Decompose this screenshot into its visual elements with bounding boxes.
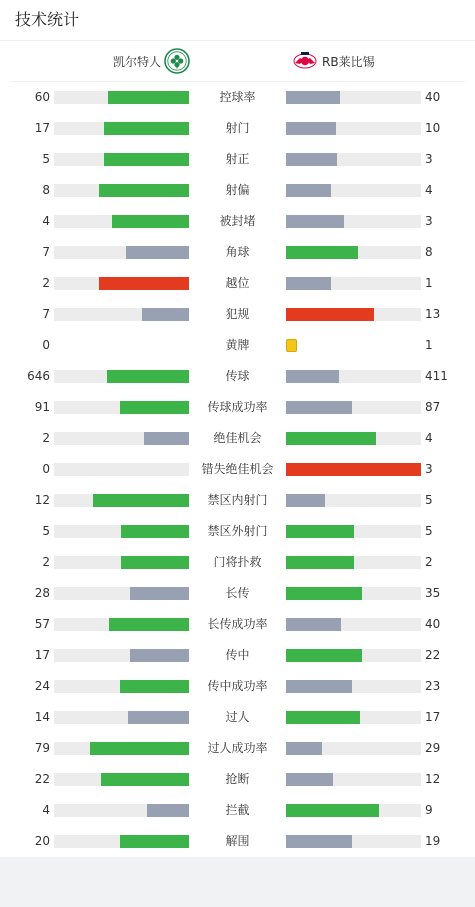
- stat-row: [0, 671, 475, 702]
- stat-label: 传中成功率: [207, 679, 268, 693]
- home-bar-fill: [99, 184, 189, 197]
- stat-label: 射门: [225, 121, 250, 135]
- stat-label: 拦截: [225, 803, 250, 817]
- home-value: 4: [42, 214, 50, 228]
- away-bar-fill: [286, 432, 376, 445]
- home-value: 4: [42, 803, 50, 817]
- stat-row: [0, 268, 475, 299]
- stat-label: 传球成功率: [207, 400, 268, 414]
- away-value: 19: [425, 834, 441, 848]
- away-bar-track: [286, 649, 421, 662]
- home-bar-track: [54, 432, 189, 445]
- home-value: 91: [34, 400, 50, 414]
- stat-row: [0, 237, 475, 268]
- stat-row: [0, 361, 475, 392]
- home-value: 79: [34, 741, 50, 755]
- home-bar-track: [54, 711, 189, 724]
- home-value: 14: [34, 710, 50, 724]
- home-value: 24: [34, 679, 50, 693]
- away-bar-fill: [286, 525, 354, 538]
- home-bar-fill: [144, 432, 189, 445]
- away-value: 9: [425, 803, 433, 817]
- home-bar-track: [54, 122, 189, 135]
- away-value: 10: [425, 121, 441, 135]
- away-bar-fill: [286, 835, 352, 848]
- home-value: 20: [34, 834, 50, 848]
- away-bar-fill: [286, 401, 352, 414]
- away-value: 35: [425, 586, 441, 600]
- home-value: 17: [34, 121, 50, 135]
- away-value: 4: [425, 183, 433, 197]
- away-bar-track: [286, 184, 421, 197]
- away-value: 8: [425, 245, 433, 259]
- away-bar-fill: [286, 246, 358, 259]
- away-bar-track: [286, 463, 421, 476]
- home-bar-fill: [104, 153, 189, 166]
- away-bar-track: [286, 773, 421, 786]
- stat-label: 传球: [225, 369, 250, 383]
- away-value: 40: [425, 90, 441, 104]
- away-bar-track: [286, 308, 421, 321]
- home-bar-track: [54, 246, 189, 259]
- stat-label: 禁区内射门: [207, 493, 268, 507]
- stat-label: 抢断: [225, 772, 250, 786]
- away-bar-track: [286, 587, 421, 600]
- home-bar-track: [54, 494, 189, 507]
- home-bar-fill: [104, 122, 189, 135]
- stat-label: 长传成功率: [207, 617, 268, 631]
- stat-row: [0, 330, 475, 361]
- home-value: 2: [42, 276, 50, 290]
- away-bar-track: [286, 370, 421, 383]
- stat-label: 角球: [225, 245, 250, 259]
- home-bar-fill: [120, 680, 189, 693]
- stat-row: [0, 454, 475, 485]
- stat-row: [0, 206, 475, 237]
- away-bar-track: [286, 91, 421, 104]
- away-bar-track: [286, 215, 421, 228]
- stat-row: [0, 485, 475, 516]
- away-value: 3: [425, 462, 433, 476]
- home-bar-track: [54, 587, 189, 600]
- away-team[interactable]: [292, 46, 375, 76]
- away-value: 12: [425, 772, 441, 786]
- stat-label: 黄牌: [225, 338, 250, 352]
- away-bar-fill: [286, 742, 322, 755]
- home-bar-track: [54, 463, 189, 476]
- home-bar-track: [54, 525, 189, 538]
- rb-leipzig-crest-icon: [292, 48, 318, 74]
- home-bar-track: [54, 401, 189, 414]
- home-value: 5: [42, 152, 50, 166]
- home-bar-track: [54, 773, 189, 786]
- away-value: 4: [425, 431, 433, 445]
- away-bar-fill: [286, 277, 331, 290]
- away-bar-fill: [286, 773, 333, 786]
- away-bar-track: [286, 804, 421, 817]
- stat-row: [0, 423, 475, 454]
- stat-row: [0, 702, 475, 733]
- stat-row: [0, 795, 475, 826]
- home-team-name: 凯尔特人: [112, 54, 161, 69]
- stat-row: [0, 299, 475, 330]
- away-value: 411: [425, 369, 448, 383]
- away-bar-fill: [286, 463, 421, 476]
- away-value: 13: [425, 307, 441, 321]
- home-bar-fill: [93, 494, 189, 507]
- stat-row: [0, 113, 475, 144]
- yellow-card-icon: [286, 339, 297, 352]
- away-bar-fill: [286, 618, 341, 631]
- home-bar-fill: [121, 525, 189, 538]
- away-value: 29: [425, 741, 441, 755]
- stat-row: [0, 175, 475, 206]
- section-title: 技术统计: [15, 10, 80, 29]
- away-value: 17: [425, 710, 441, 724]
- stat-label: 解围: [225, 834, 250, 848]
- home-bar-track: [54, 742, 189, 755]
- home-value: 0: [42, 462, 50, 476]
- away-bar-fill: [286, 680, 352, 693]
- home-value: 60: [34, 90, 50, 104]
- stat-label: 犯规: [225, 307, 250, 321]
- away-bar-fill: [286, 556, 354, 569]
- stat-row: [0, 609, 475, 640]
- away-bar-track: [286, 680, 421, 693]
- away-value: 87: [425, 400, 441, 414]
- stat-label: 传中: [225, 648, 250, 662]
- home-bar-fill: [130, 587, 189, 600]
- home-bar-track: [54, 618, 189, 631]
- away-value: 2: [425, 555, 433, 569]
- away-value: 3: [425, 152, 433, 166]
- away-bar-track: [286, 556, 421, 569]
- home-bar-track: [54, 804, 189, 817]
- stat-row: [0, 144, 475, 175]
- away-bar-track: [286, 122, 421, 135]
- home-value: 8: [42, 183, 50, 197]
- home-bar-fill: [120, 835, 189, 848]
- away-bar-fill: [286, 215, 344, 228]
- home-value: 2: [42, 555, 50, 569]
- away-bar-fill: [286, 184, 331, 197]
- away-bar-track: [286, 525, 421, 538]
- away-bar-track: [286, 835, 421, 848]
- home-bar-fill: [99, 277, 189, 290]
- home-bar-fill: [108, 91, 189, 104]
- home-bar-fill: [90, 742, 189, 755]
- stat-row: [0, 516, 475, 547]
- stat-label: 被封堵: [219, 214, 256, 228]
- away-bar-fill: [286, 649, 362, 662]
- stat-row: [0, 392, 475, 423]
- home-bar-fill: [120, 401, 189, 414]
- stat-row: [0, 578, 475, 609]
- teams-header: [0, 46, 475, 76]
- home-bar-track: [54, 649, 189, 662]
- home-bar-track: [54, 835, 189, 848]
- away-value: 5: [425, 493, 433, 507]
- home-value: 0: [42, 338, 50, 352]
- stat-label: 过人: [225, 710, 250, 724]
- home-value: 22: [34, 772, 50, 786]
- divider: [0, 40, 475, 41]
- stat-row: [0, 640, 475, 671]
- away-bar-track: [286, 401, 421, 414]
- away-bar-fill: [286, 587, 362, 600]
- away-bar-track: [286, 153, 421, 166]
- home-value: 2: [42, 431, 50, 445]
- away-bar-track: [286, 618, 421, 631]
- stat-row: [0, 547, 475, 578]
- home-value: 17: [34, 648, 50, 662]
- stat-label: 门将扑救: [213, 555, 262, 569]
- away-bar-fill: [286, 308, 374, 321]
- stat-label: 绝佳机会: [213, 431, 262, 445]
- away-value: 23: [425, 679, 441, 693]
- home-bar-track: [54, 91, 189, 104]
- away-bar-fill: [286, 91, 340, 104]
- away-bar-fill: [286, 711, 360, 724]
- stat-label: 错失绝佳机会: [201, 462, 274, 476]
- home-bar-track: [54, 277, 189, 290]
- stat-label: 射偏: [225, 183, 250, 197]
- away-value: 5: [425, 524, 433, 538]
- home-bar-fill: [121, 556, 189, 569]
- away-bar-fill: [286, 153, 337, 166]
- celtic-crest-icon: [164, 48, 190, 74]
- away-bar-fill: [286, 494, 325, 507]
- home-value: 7: [42, 245, 50, 259]
- home-bar-track: [54, 308, 189, 321]
- home-team[interactable]: [113, 46, 190, 76]
- away-value: 3: [425, 214, 433, 228]
- away-value: 40: [425, 617, 441, 631]
- away-team-name: RB莱比锡: [322, 54, 375, 69]
- stat-label: 禁区外射门: [207, 524, 268, 538]
- stats-list: [0, 82, 475, 857]
- home-bar-fill: [109, 618, 189, 631]
- home-value: 646: [27, 369, 50, 383]
- away-bar-fill: [286, 804, 379, 817]
- home-bar-fill: [147, 804, 189, 817]
- stat-row: [0, 764, 475, 795]
- away-value: 22: [425, 648, 441, 662]
- home-bar-fill: [126, 246, 189, 259]
- home-value: 7: [42, 307, 50, 321]
- home-value: 5: [42, 524, 50, 538]
- stat-label: 过人成功率: [207, 741, 268, 755]
- home-bar-track: [54, 184, 189, 197]
- away-bar-fill: [286, 370, 339, 383]
- stat-label: 越位: [225, 276, 250, 290]
- stat-row: [0, 733, 475, 764]
- home-bar-track: [54, 680, 189, 693]
- away-bar-track: [286, 246, 421, 259]
- stat-row: [0, 826, 475, 857]
- home-bar-fill: [101, 773, 189, 786]
- away-bar-track: [286, 494, 421, 507]
- home-bar-track: [54, 370, 189, 383]
- away-value: 1: [425, 338, 433, 352]
- home-bar-fill: [128, 711, 189, 724]
- away-bar-track: [286, 711, 421, 724]
- stat-label: 控球率: [219, 90, 256, 104]
- home-bar-fill: [107, 370, 189, 383]
- away-bar-track: [286, 432, 421, 445]
- stat-label: 长传: [225, 586, 250, 600]
- away-bar-track: [286, 277, 421, 290]
- away-bar-fill: [286, 122, 336, 135]
- away-bar-track: [286, 742, 421, 755]
- home-value: 57: [34, 617, 50, 631]
- home-bar-fill: [130, 649, 189, 662]
- stat-label: 射正: [225, 152, 250, 166]
- home-bar-track: [54, 153, 189, 166]
- home-bar-track: [54, 556, 189, 569]
- home-bar-fill: [112, 215, 189, 228]
- away-value: 1: [425, 276, 433, 290]
- home-bar-track: [54, 215, 189, 228]
- home-value: 28: [34, 586, 50, 600]
- home-value: 12: [34, 493, 50, 507]
- home-bar-fill: [142, 308, 189, 321]
- stat-row: [0, 82, 475, 113]
